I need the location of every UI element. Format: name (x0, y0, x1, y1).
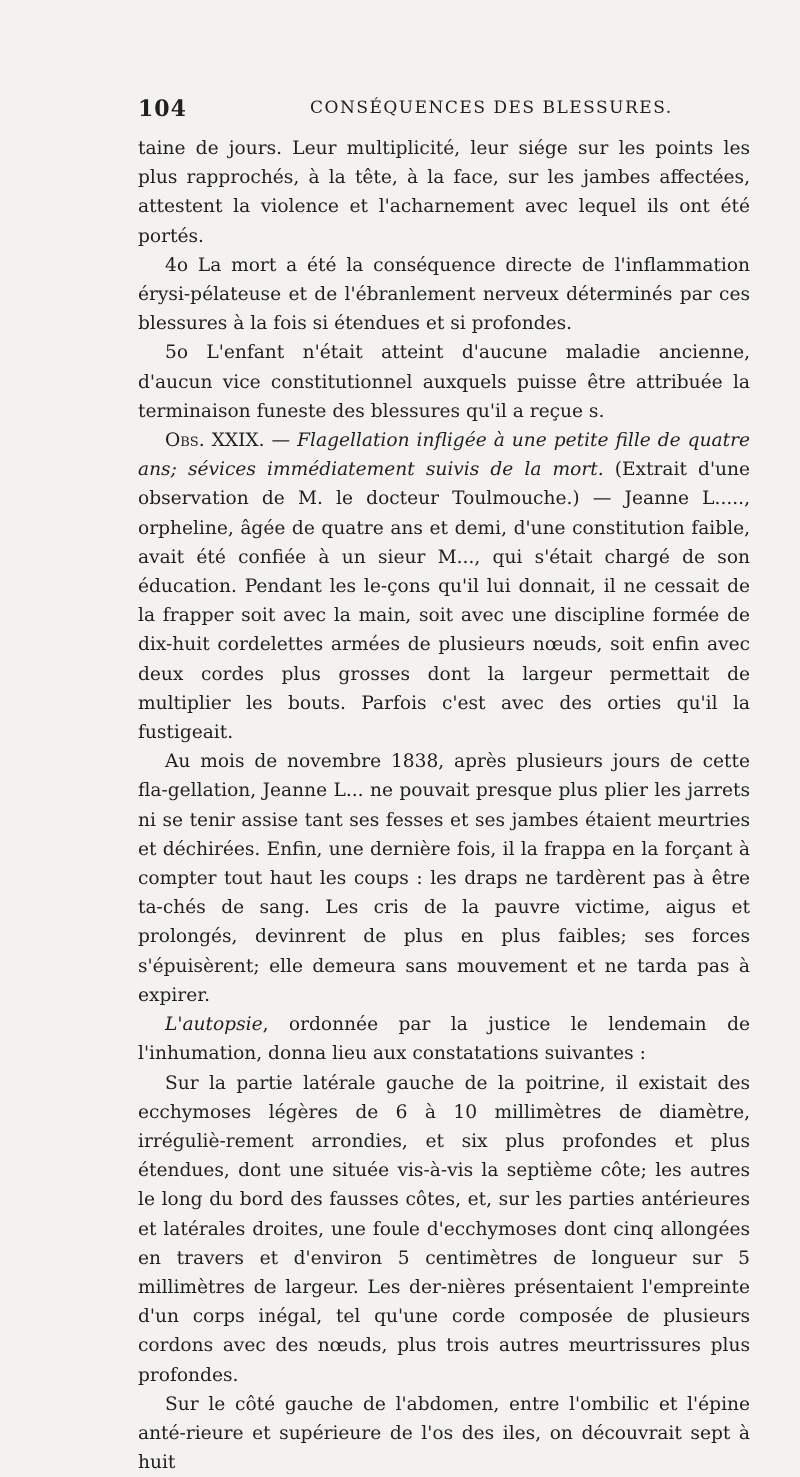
paragraph-1: taine de jours. Leur multiplicité, leur siége sur les points les plus rapprochés, à la tête, à la face, sur les jambes affectées, attestent la violence et l'acharnement avec lequel ils ont été portés. (138, 138, 750, 247)
observation-text: (Extrait d'une observation de M. le docteur Toulmouche.) — Jeanne L....., orpheline, âgée de quatre ans et demi, d'une constitution faible, avait été confiée à un sieur M..., qui s'était chargé de son éducation. Pendant les le-çons qu'il lui donnait, il ne cessait de la frapper soit avec la main, soit avec une discipline formée de dix-huit cordelettes armées de plusieurs nœuds, soit enfin avec deux cordes plus grosses dont la largeur permettait de multiplier les bouts. Parfois c'est avec des orties qu'il la fustigeait. (138, 459, 751, 744)
paragraph-abdomen: Sur le côté gauche de l'abdomen, entre l'ombilic et l'épine anté-rieure et supérieure de l'os des iles, on découvrait sept à huit (138, 1393, 750, 1474)
paragraph-observation (138, 426, 750, 747)
body-text (138, 134, 750, 1477)
paragraph-chest: Sur la partie latérale gauche de la poitrine, il existait des ecchymoses légères de 6 à 10 millimètres de diamètre, irréguliè-rement arrondies, et six plus profondes et plus étendues, dont une située vis-à-vis la septième côte; les autres le long du bord des fausses côtes, et, sur les parties antérieures et latérales droites, une foule d'ecchymoses dont cinq allongées en travers et d'environ 5 centimètres de longueur sur 5 millimètres de largeur. Les der-nières présentaient l'empreinte d'un corps inégal, tel qu'une corde composée de plusieurs cordons avec des nœuds, plus trois autres meurtrissures plus profondes. (138, 1072, 750, 1386)
page-number: 104 (138, 96, 187, 122)
paragraph-november: Au mois de novembre 1838, après plusieurs jours de cette fla-gellation, Jeanne L... ne pouvait presque plus plier les jarrets ni se tenir assise tant ses fesses et ses jambes étaient meurtries et déchirées. Enfin, une dernière fois, il la frappa en la forçant à compter tout haut les coups : les draps ne tardèrent pas à être ta-chés de sang. Les cris de la pauvre victime, aigus et prolongés, devinrent de plus en plus faibles; ses forces s'épuisèrent; elle demeura sans mouvement et ne tarda pas à expirer. (138, 751, 750, 1006)
autopsy-term: L'autopsie (165, 1014, 263, 1036)
observation-label: Obs. XXIX. (165, 430, 265, 452)
observation-title: Flagellation infligée à une petite fille de quatre ans; sévices immédiatement suivis de la mort. (138, 430, 750, 481)
autopsy-text: , ordonnée par la justice le lendemain de l'inhumation, donna lieu aux constatations suivantes : (138, 1014, 750, 1065)
paragraph-point-4: 4o La mort a été la conséquence directe de l'inflammation érysi-pélateuse et de l'ébranlement nerveux déterminés par ces blessures à la fois si étendues et si profondes. (138, 254, 750, 335)
page-header (138, 90, 748, 124)
observation-dash: — (264, 430, 298, 452)
paragraph-autopsy (138, 1010, 750, 1068)
running-title: CONSÉQUENCES DES BLESSURES. (310, 98, 673, 118)
paragraph-point-5: 5o L'enfant n'était atteint d'aucune maladie ancienne, d'aucun vice constitutionnel auxquels puisse être attribuée la terminaison funeste des blessures qu'il a reçue s. (138, 342, 750, 422)
